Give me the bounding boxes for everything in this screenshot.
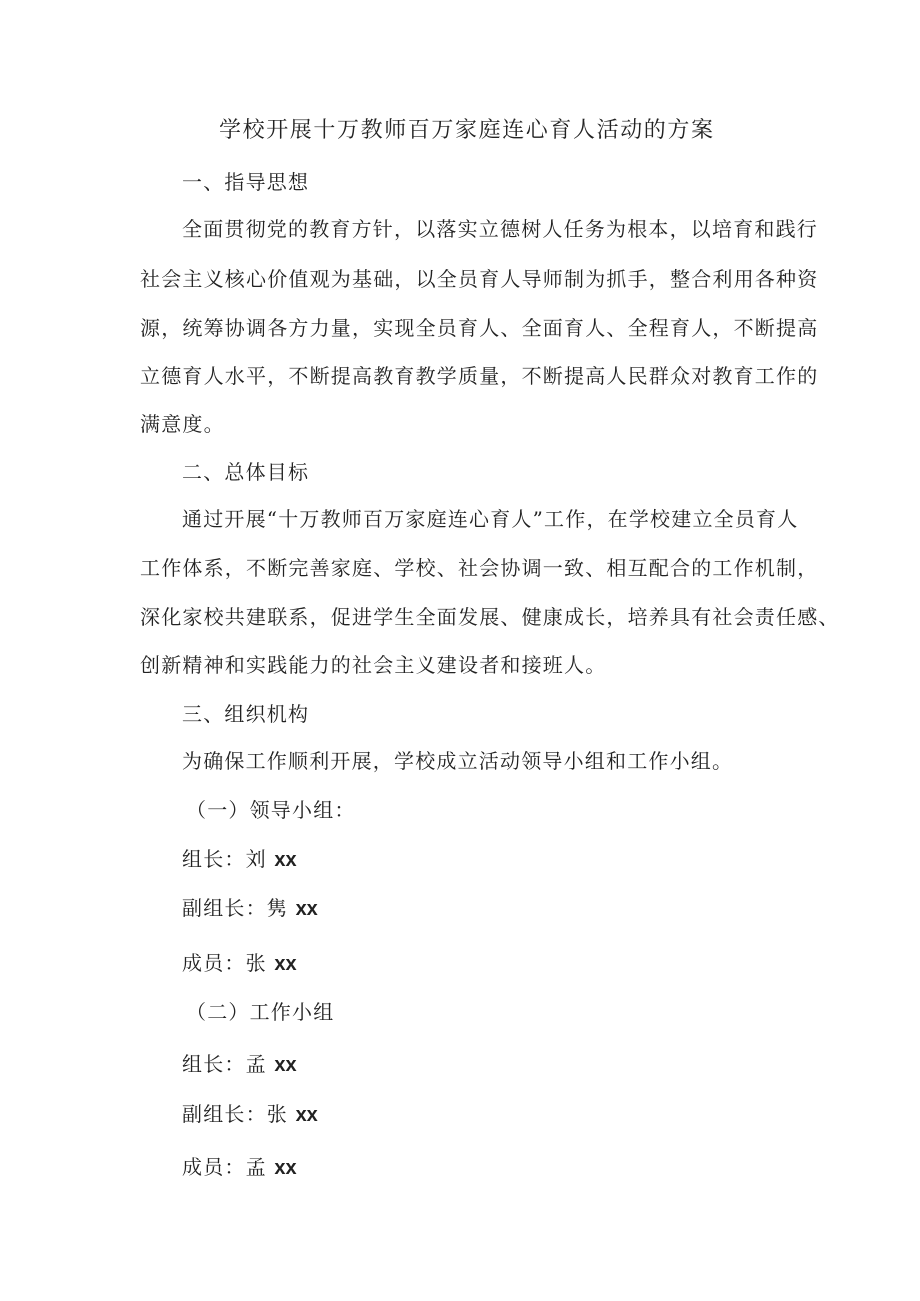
working-group-member-suffix: xx — [274, 1157, 297, 1179]
section-1-line: 立德育人水平，不断提高教育教学质量，不断提高人民群众对教育工作的 — [140, 364, 819, 388]
leading-group-leader — [182, 845, 297, 874]
working-group-deputy-suffix: xx — [295, 1104, 318, 1126]
section-1-line: 全面贯彻党的教育方针，以落实立德树人任务为根本，以培育和践行 — [182, 217, 818, 241]
leading-group-member-label: 成员：张 — [182, 951, 267, 975]
leading-group-deputy — [182, 894, 318, 923]
section-1-line: 满意度。 — [140, 412, 225, 436]
section-2-heading: 二、总体目标 — [182, 460, 310, 484]
section-2-line: 通过开展“十万教师百万家庭连心育人”工作，在学校建立全员育人 — [182, 507, 799, 531]
working-group-leader — [182, 1050, 297, 1079]
section-1-line: 源，统筹协调各方力量，实现全员育人、全面育人、全程育人，不断提高 — [140, 316, 819, 340]
working-group-member — [182, 1153, 297, 1182]
section-2-line: 创新精神和实践能力的社会主义建设者和接班人。 — [140, 653, 607, 677]
section-1-heading: 一、指导思想 — [182, 170, 310, 194]
section-1-line: 社会主义核心价值观为基础，以全员育人导师制为抓手，整合利用各种资 — [140, 267, 819, 291]
leading-group-member-suffix: xx — [274, 953, 297, 975]
working-group-member-label: 成员：孟 — [182, 1155, 267, 1179]
leading-group-leader-label: 组长：刘 — [182, 847, 267, 871]
section-2-line: 深化家校共建联系，促进学生全面发展、健康成长，培养具有社会责任感、 — [140, 605, 840, 629]
section-3-intro: 为确保工作顺利开展，学校成立活动领导小组和工作小组。 — [182, 749, 734, 773]
leading-group-heading: （一）领导小组： — [186, 798, 356, 822]
leading-group-deputy-label: 副组长：隽 — [182, 896, 288, 920]
working-group-leader-label: 组长：孟 — [182, 1052, 267, 1076]
working-group-deputy — [182, 1100, 318, 1129]
working-group-leader-suffix: xx — [274, 1054, 297, 1076]
leading-group-leader-suffix: xx — [274, 849, 297, 871]
working-group-heading: （二）工作小组 — [186, 1000, 335, 1024]
leading-group-deputy-suffix: xx — [295, 898, 318, 920]
section-2-line: 工作体系，不断完善家庭、学校、社会协调一致、相互配合的工作机制， — [140, 556, 819, 580]
leading-group-member — [182, 949, 297, 978]
section-3-heading: 三、组织机构 — [182, 702, 310, 726]
working-group-deputy-label: 副组长：张 — [182, 1102, 288, 1126]
document-title: 学校开展十万教师百万家庭连心育人活动的方案 — [219, 118, 715, 143]
